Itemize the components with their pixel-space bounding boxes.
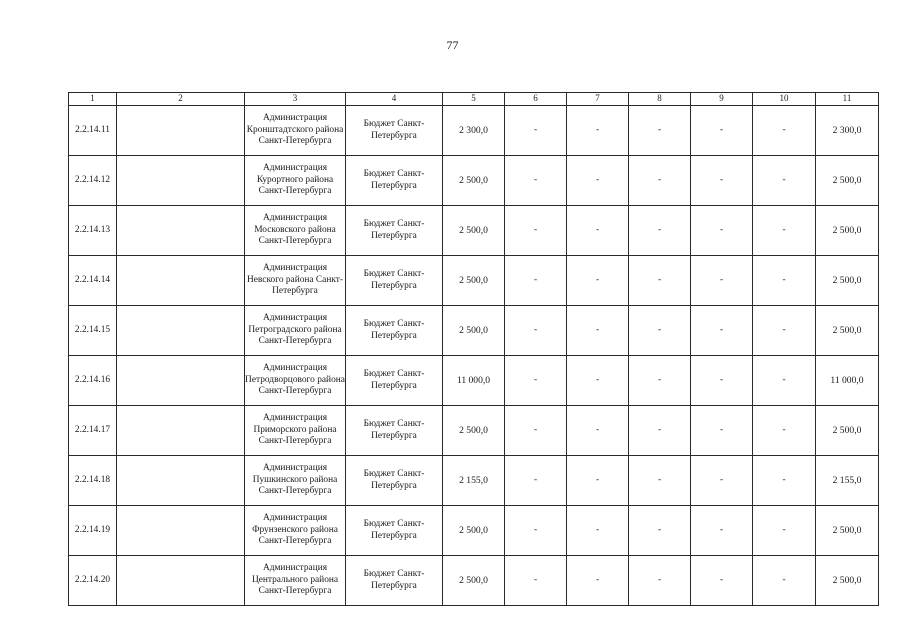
table-row bbox=[69, 306, 879, 356]
row-code: 2.2.14.20 bbox=[69, 556, 117, 606]
row-value-col7: - bbox=[567, 406, 629, 456]
row-funding-source: Бюджет Санкт-Петербурга bbox=[346, 206, 443, 256]
table-row bbox=[69, 556, 879, 606]
row-value-col10: - bbox=[753, 556, 816, 606]
column-header: 1 bbox=[69, 93, 117, 106]
row-administration: Администрация Петроградского района Санкт-Петербурга bbox=[245, 306, 346, 356]
row-value-col7: - bbox=[567, 156, 629, 206]
row-value-col9: - bbox=[691, 456, 753, 506]
row-value-col6: - bbox=[505, 206, 567, 256]
column-header: 5 bbox=[443, 93, 505, 106]
row-value-col6: - bbox=[505, 406, 567, 456]
row-value-col6: - bbox=[505, 506, 567, 556]
row-value-col11: 2 500,0 bbox=[816, 306, 879, 356]
row-administration: Администрация Курортного района Санкт-Петербурга bbox=[245, 156, 346, 206]
row-value-col7: - bbox=[567, 206, 629, 256]
row-value-col6: - bbox=[505, 156, 567, 206]
row-code: 2.2.14.13 bbox=[69, 206, 117, 256]
row-value-col5: 2 500,0 bbox=[443, 506, 505, 556]
budget-table bbox=[68, 92, 879, 606]
table-row bbox=[69, 206, 879, 256]
row-value-col11: 2 155,0 bbox=[816, 456, 879, 506]
row-col2 bbox=[117, 556, 245, 606]
table-row bbox=[69, 156, 879, 206]
row-col2 bbox=[117, 106, 245, 156]
row-funding-source: Бюджет Санкт-Петербурга bbox=[346, 106, 443, 156]
row-value-col9: - bbox=[691, 406, 753, 456]
row-funding-source: Бюджет Санкт-Петербурга bbox=[346, 306, 443, 356]
row-col2 bbox=[117, 156, 245, 206]
column-header: 6 bbox=[505, 93, 567, 106]
column-header: 10 bbox=[753, 93, 816, 106]
table-row bbox=[69, 456, 879, 506]
row-funding-source: Бюджет Санкт-Петербурга bbox=[346, 256, 443, 306]
row-funding-source: Бюджет Санкт-Петербурга bbox=[346, 456, 443, 506]
row-col2 bbox=[117, 356, 245, 406]
row-value-col10: - bbox=[753, 106, 816, 156]
row-administration: Администрация Петродворцового района Санкт-Петербурга bbox=[245, 356, 346, 406]
row-value-col6: - bbox=[505, 356, 567, 406]
row-value-col7: - bbox=[567, 556, 629, 606]
row-administration: Администрация Невского района Санкт-Петербурга bbox=[245, 256, 346, 306]
row-value-col8: - bbox=[629, 356, 691, 406]
row-administration: Администрация Приморского района Санкт-Петербурга bbox=[245, 406, 346, 456]
row-value-col11: 11 000,0 bbox=[816, 356, 879, 406]
row-value-col6: - bbox=[505, 306, 567, 356]
row-administration: Администрация Фрунзенского района Санкт-Петербурга bbox=[245, 506, 346, 556]
row-value-col11: 2 500,0 bbox=[816, 556, 879, 606]
row-value-col8: - bbox=[629, 206, 691, 256]
row-value-col10: - bbox=[753, 206, 816, 256]
table-row bbox=[69, 106, 879, 156]
row-value-col11: 2 500,0 bbox=[816, 506, 879, 556]
row-value-col9: - bbox=[691, 256, 753, 306]
table-row bbox=[69, 406, 879, 456]
row-value-col6: - bbox=[505, 106, 567, 156]
row-funding-source: Бюджет Санкт-Петербурга bbox=[346, 506, 443, 556]
column-header: 2 bbox=[117, 93, 245, 106]
row-value-col5: 2 500,0 bbox=[443, 206, 505, 256]
row-value-col5: 2 155,0 bbox=[443, 456, 505, 506]
row-value-col8: - bbox=[629, 156, 691, 206]
row-value-col6: - bbox=[505, 456, 567, 506]
row-value-col8: - bbox=[629, 306, 691, 356]
row-value-col9: - bbox=[691, 556, 753, 606]
row-value-col5: 2 500,0 bbox=[443, 556, 505, 606]
row-code: 2.2.14.17 bbox=[69, 406, 117, 456]
row-administration: Администрация Пушкинского района Санкт-Петербурга bbox=[245, 456, 346, 506]
row-value-col8: - bbox=[629, 456, 691, 506]
row-value-col10: - bbox=[753, 156, 816, 206]
row-value-col8: - bbox=[629, 106, 691, 156]
row-value-col10: - bbox=[753, 356, 816, 406]
row-value-col9: - bbox=[691, 156, 753, 206]
row-value-col7: - bbox=[567, 506, 629, 556]
row-value-col5: 2 500,0 bbox=[443, 256, 505, 306]
row-value-col5: 2 500,0 bbox=[443, 156, 505, 206]
table-header-row bbox=[69, 93, 879, 106]
column-header: 3 bbox=[245, 93, 346, 106]
row-value-col11: 2 500,0 bbox=[816, 156, 879, 206]
row-value-col7: - bbox=[567, 456, 629, 506]
row-value-col11: 2 500,0 bbox=[816, 256, 879, 306]
row-value-col8: - bbox=[629, 256, 691, 306]
column-header: 9 bbox=[691, 93, 753, 106]
row-value-col7: - bbox=[567, 356, 629, 406]
row-administration: Администрация Кронштадтского района Санкт-Петербурга bbox=[245, 106, 346, 156]
row-value-col11: 2 500,0 bbox=[816, 406, 879, 456]
column-header: 8 bbox=[629, 93, 691, 106]
row-funding-source: Бюджет Санкт-Петербурга bbox=[346, 356, 443, 406]
row-code: 2.2.14.14 bbox=[69, 256, 117, 306]
row-col2 bbox=[117, 406, 245, 456]
row-value-col5: 2 500,0 bbox=[443, 406, 505, 456]
column-header: 11 bbox=[816, 93, 879, 106]
row-col2 bbox=[117, 206, 245, 256]
row-value-col5: 11 000,0 bbox=[443, 356, 505, 406]
row-value-col11: 2 300,0 bbox=[816, 106, 879, 156]
row-value-col7: - bbox=[567, 306, 629, 356]
row-value-col11: 2 500,0 bbox=[816, 206, 879, 256]
row-code: 2.2.14.19 bbox=[69, 506, 117, 556]
row-value-col8: - bbox=[629, 556, 691, 606]
column-header: 4 bbox=[346, 93, 443, 106]
row-value-col10: - bbox=[753, 406, 816, 456]
row-value-col10: - bbox=[753, 456, 816, 506]
page-number: 77 bbox=[446, 38, 459, 52]
row-value-col7: - bbox=[567, 106, 629, 156]
row-funding-source: Бюджет Санкт-Петербурга bbox=[346, 556, 443, 606]
row-value-col10: - bbox=[753, 506, 816, 556]
row-value-col6: - bbox=[505, 556, 567, 606]
column-header: 7 bbox=[567, 93, 629, 106]
row-value-col9: - bbox=[691, 106, 753, 156]
table-row bbox=[69, 506, 879, 556]
row-value-col10: - bbox=[753, 306, 816, 356]
row-value-col9: - bbox=[691, 206, 753, 256]
row-code: 2.2.14.12 bbox=[69, 156, 117, 206]
row-code: 2.2.14.15 bbox=[69, 306, 117, 356]
row-col2 bbox=[117, 306, 245, 356]
row-value-col5: 2 300,0 bbox=[443, 106, 505, 156]
row-value-col10: - bbox=[753, 256, 816, 306]
row-value-col9: - bbox=[691, 356, 753, 406]
row-administration: Администрация Московского района Санкт-Петербурга bbox=[245, 206, 346, 256]
row-value-col9: - bbox=[691, 506, 753, 556]
row-col2 bbox=[117, 256, 245, 306]
row-funding-source: Бюджет Санкт-Петербурга bbox=[346, 406, 443, 456]
row-value-col9: - bbox=[691, 306, 753, 356]
row-col2 bbox=[117, 456, 245, 506]
row-code: 2.2.14.18 bbox=[69, 456, 117, 506]
row-code: 2.2.14.16 bbox=[69, 356, 117, 406]
row-value-col8: - bbox=[629, 506, 691, 556]
row-value-col7: - bbox=[567, 256, 629, 306]
table-row bbox=[69, 356, 879, 406]
row-value-col6: - bbox=[505, 256, 567, 306]
row-value-col5: 2 500,0 bbox=[443, 306, 505, 356]
row-value-col8: - bbox=[629, 406, 691, 456]
row-administration: Администрация Центрального района Санкт-Петербурга bbox=[245, 556, 346, 606]
row-code: 2.2.14.11 bbox=[69, 106, 117, 156]
row-col2 bbox=[117, 506, 245, 556]
row-funding-source: Бюджет Санкт-Петербурга bbox=[346, 156, 443, 206]
table-row bbox=[69, 256, 879, 306]
